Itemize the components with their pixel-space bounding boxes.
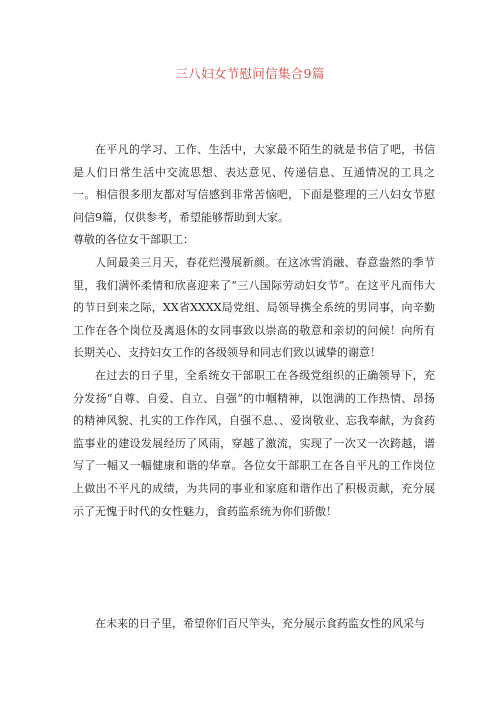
body-paragraph-3: 在未来的日子里，希望你们百尺竿头，充分展示食药监女性的风采与 (95, 617, 425, 630)
body-paragraph-2: 在过去的日子里，全系统女干部职工在各级党组织的正确领导下，充分发扬“自尊、自爱、自立、自强”的巾帼精神，以饱满的工作热情、昂扬的精神风貌、扎实的工作作风，自强不息、、爱岗敬业、忘我奉献，为食药监事业的建设发展经历了风雨，穿越了激流，实现了一次又一次跨越，谱写了一幅又一幅健康和谐的华章。各位女干部职工在各自平凡的工作岗位上做出不平凡的成绩，为共同的事业和家庭和谐作出了积极贡献，充分展示了无愧于时代的女性魅力，食药监系统为你们骄傲！ (73, 368, 435, 518)
document-body-continued (73, 613, 435, 636)
intro-paragraph: 在平凡的学习、工作、生活中，大家最不陌生的就是书信了吧，书信是人们日常生活中交流思想、表达意见、传递信息、互通情况的工具之一。相信很多朋友都对写信感到非常苦恼吧，下面是整理的三八妇女节慰问信9篇，仅供参考，希望能够帮助到大家。 (73, 143, 435, 224)
document-title: 三八妇女节慰问信集合9篇 (175, 66, 325, 81)
salutation: 尊敬的各位女干部职工： (73, 233, 194, 247)
body-paragraph-1: 人间最美三月天，春花烂漫展新颜。在这冰雪消融、春意盎然的季节里，我们满怀柔情和欣喜迎来了“三八国际劳动妇女节”。在这平凡而伟大的节日到来之际，XX省XXXX局党组、局领导携全系统的男同事，向辛勤工作在各个岗位及离退休的女同事致以崇高的敬意和亲切的问候！向所有长期关心、支持妇女工作的各级领导和同志们致以诚挚的谢意！ (73, 255, 435, 360)
document-body (73, 139, 435, 523)
